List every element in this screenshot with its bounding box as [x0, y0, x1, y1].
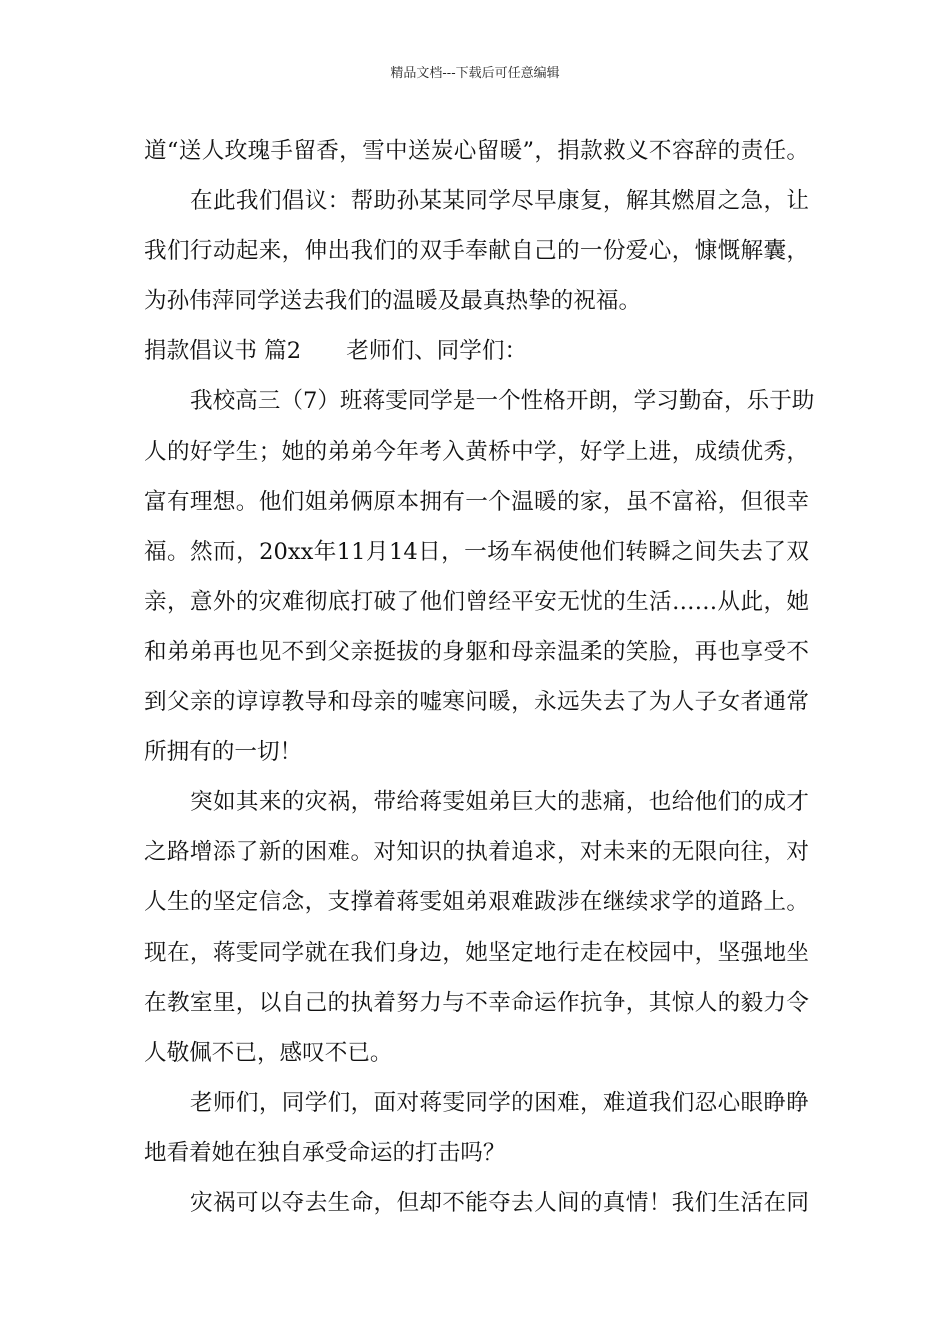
- paragraph-line: 在此我们倡议：帮助孙某某同学尽早康复，解其燃眉之急，让: [190, 188, 809, 215]
- paragraph-line: 福。然而，20xx年11月14日，一场车祸使他们转瞬之间失去了双: [144, 538, 809, 565]
- paragraph-line: 人的好学生；她的弟弟今年考入黄桥中学，好学上进，成绩优秀，: [144, 438, 809, 465]
- paragraph-line: 老师们，同学们，面对蒋雯同学的困难，难道我们忍心眼睁睁: [190, 1089, 809, 1116]
- paragraph-line: 灾祸可以夺去生命，但却不能夺去人间的真情！我们生活在同: [190, 1189, 809, 1216]
- paragraph-line: 之路增添了新的困难。对知识的执着追求，对未来的无限向往，对: [144, 839, 809, 866]
- paragraph-line: 我校高三（7）班蒋雯同学是一个性格开朗，学习勤奋，乐于助: [190, 388, 815, 415]
- paragraph-line: 富有理想。他们姐弟俩原本拥有一个温暖的家，虽不富裕，但很幸: [144, 488, 809, 515]
- paragraph-line: 道“送人玫瑰手留香，雪中送炭心留暖”，捐款救义不容辞的责任。: [144, 138, 809, 164]
- paragraph-line: 亲，意外的灾难彻底打破了他们曾经平安无忧的生活……从此，她: [144, 588, 809, 615]
- section-heading: 捐款倡议书 篇2 老师们、同学们：: [144, 338, 528, 365]
- paragraph-line: 我们行动起来，伸出我们的双手奉献自己的一份爱心，慷慨解囊，: [144, 238, 809, 265]
- paragraph-line: 人敬佩不已，感叹不已。: [144, 1039, 393, 1066]
- paragraph-line: 为孙伟萍同学送去我们的温暖及最真热挚的祝福。: [144, 288, 642, 315]
- paragraph-line: 突如其来的灾祸，带给蒋雯姐弟巨大的悲痛，也给他们的成才: [190, 789, 809, 816]
- page-header: 精品文档---下载后可任意编辑: [390, 66, 560, 81]
- document-body: [144, 126, 815, 1228]
- paragraph-line: 地看着她在独自承受命运的打击吗？: [144, 1139, 506, 1166]
- paragraph-line: 所拥有的一切！: [144, 739, 303, 766]
- paragraph-line: 人生的坚定信念，支撑着蒋雯姐弟艰难跋涉在继续求学的道路上。: [144, 889, 809, 916]
- paragraph-line: 到父亲的谆谆教导和母亲的嘘寒问暖，永远失去了为人子女者通常: [144, 689, 809, 716]
- paragraph-line: 在教室里，以自己的执着努力与不幸命运作抗争，其惊人的毅力令: [144, 989, 809, 1016]
- paragraph-line: 现在，蒋雯同学就在我们身边，她坚定地行走在校园中，坚强地坐: [144, 939, 809, 966]
- paragraph-line: 和弟弟再也见不到父亲挺拔的身躯和母亲温柔的笑脸，再也享受不: [144, 638, 809, 665]
